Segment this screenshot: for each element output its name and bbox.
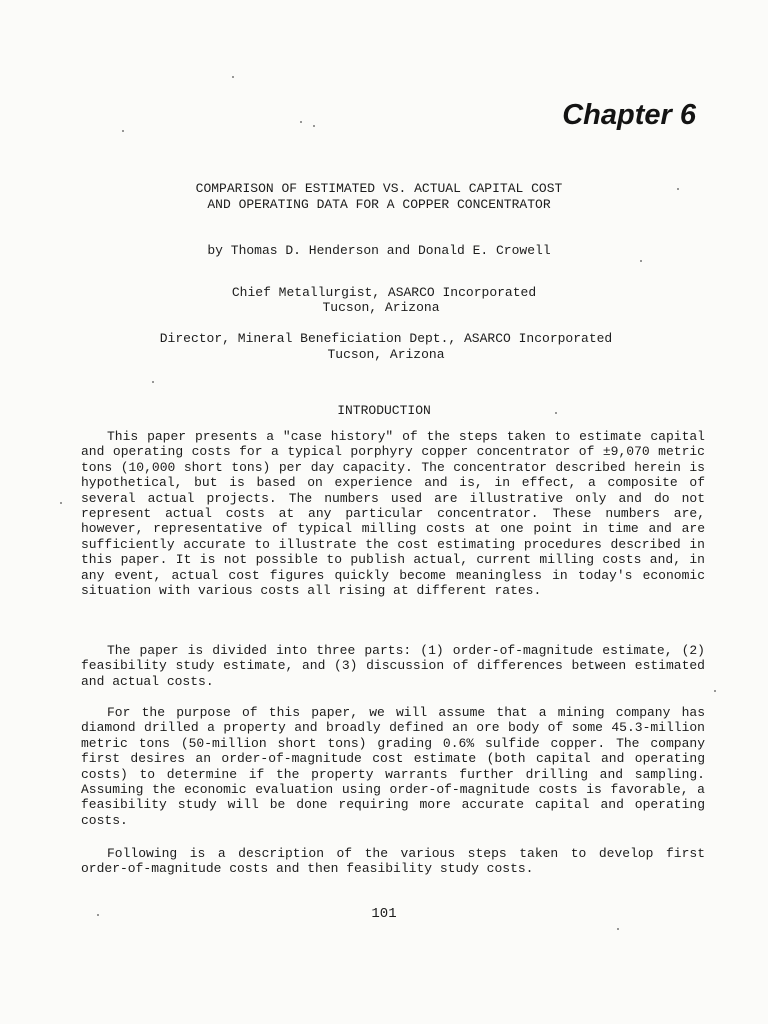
scan-speck [152,381,154,383]
paragraph-2: The paper is divided into three parts: (1) order-of-magnitude estimate, (2) feasibility study estimate, and (3) discussion of differences between estimated and actual costs. [81,643,705,689]
affiliation-1-line-1: Chief Metallurgist, ASARCO Incorporated [231,285,537,300]
scan-speck [677,188,679,190]
authors: by Thomas D. Henderson and Donald E. Crowell [207,243,551,258]
scan-speck [640,260,642,262]
scan-speck [714,690,716,692]
scan-speck [555,412,557,414]
affiliation-2-line-1: Director, Mineral Beneficiation Dept., ASARCO Incorporated [159,331,613,346]
paragraph-3: For the purpose of this paper, we will assume that a mining company has diamond drilled a property and broadly defined an ore body of some 45.3-million metric tons (50-million short tons) grading 0.6% sulfide copper. The company first desires an order-of-magnitude cost estimate (both capital and operating costs) to determine if the property warrants further drilling and sampling. Assuming the economic evaluation using order-of-magnitude costs is favorable, a feasibility study will be done requiring more accurate capital and operating costs. [81,705,705,828]
scan-speck [97,914,99,916]
scan-speck [617,928,619,930]
title-line-2: AND OPERATING DATA FOR A COPPER CONCENTRATOR [207,197,551,212]
paragraph-1: This paper presents a "case history" of the steps taken to estimate capital and operating costs for a typical porphyry copper concentrator of ±9,070 metric tons (10,000 short tons) per day capacity. The concentrator described herein is hypothetical, but is based on experience and is, in effect, a composite of several actual projects. The numbers used are illustrative only and do not represent actual costs at any particular concentrator. These numbers are, however, representative of typical milling costs at one point in time and are sufficiently accurate to illustrate the cost estimating procedures described in this paper. It is not possible to publish actual, current milling costs and, in any event, actual cost figures quickly become meaningless in today's economic situation with various costs all rising at different rates. [81,429,705,599]
scan-speck [300,121,302,123]
page-number: 101 [371,906,397,922]
affiliation-2-line-2: Tucson, Arizona [327,347,445,362]
section-heading: INTRODUCTION [337,403,431,418]
affiliation-1-line-2: Tucson, Arizona [322,300,440,315]
paragraph-4: Following is a description of the various steps taken to develop first order-of-magnitude costs and then feasibility study costs. [81,846,705,877]
title-line-1: COMPARISON OF ESTIMATED VS. ACTUAL CAPITAL COST [195,181,563,196]
chapter-label: Chapter 6 [562,99,696,131]
scan-speck [232,76,234,78]
scan-speck [122,130,124,132]
scan-speck [313,125,315,127]
scan-speck [60,502,62,504]
